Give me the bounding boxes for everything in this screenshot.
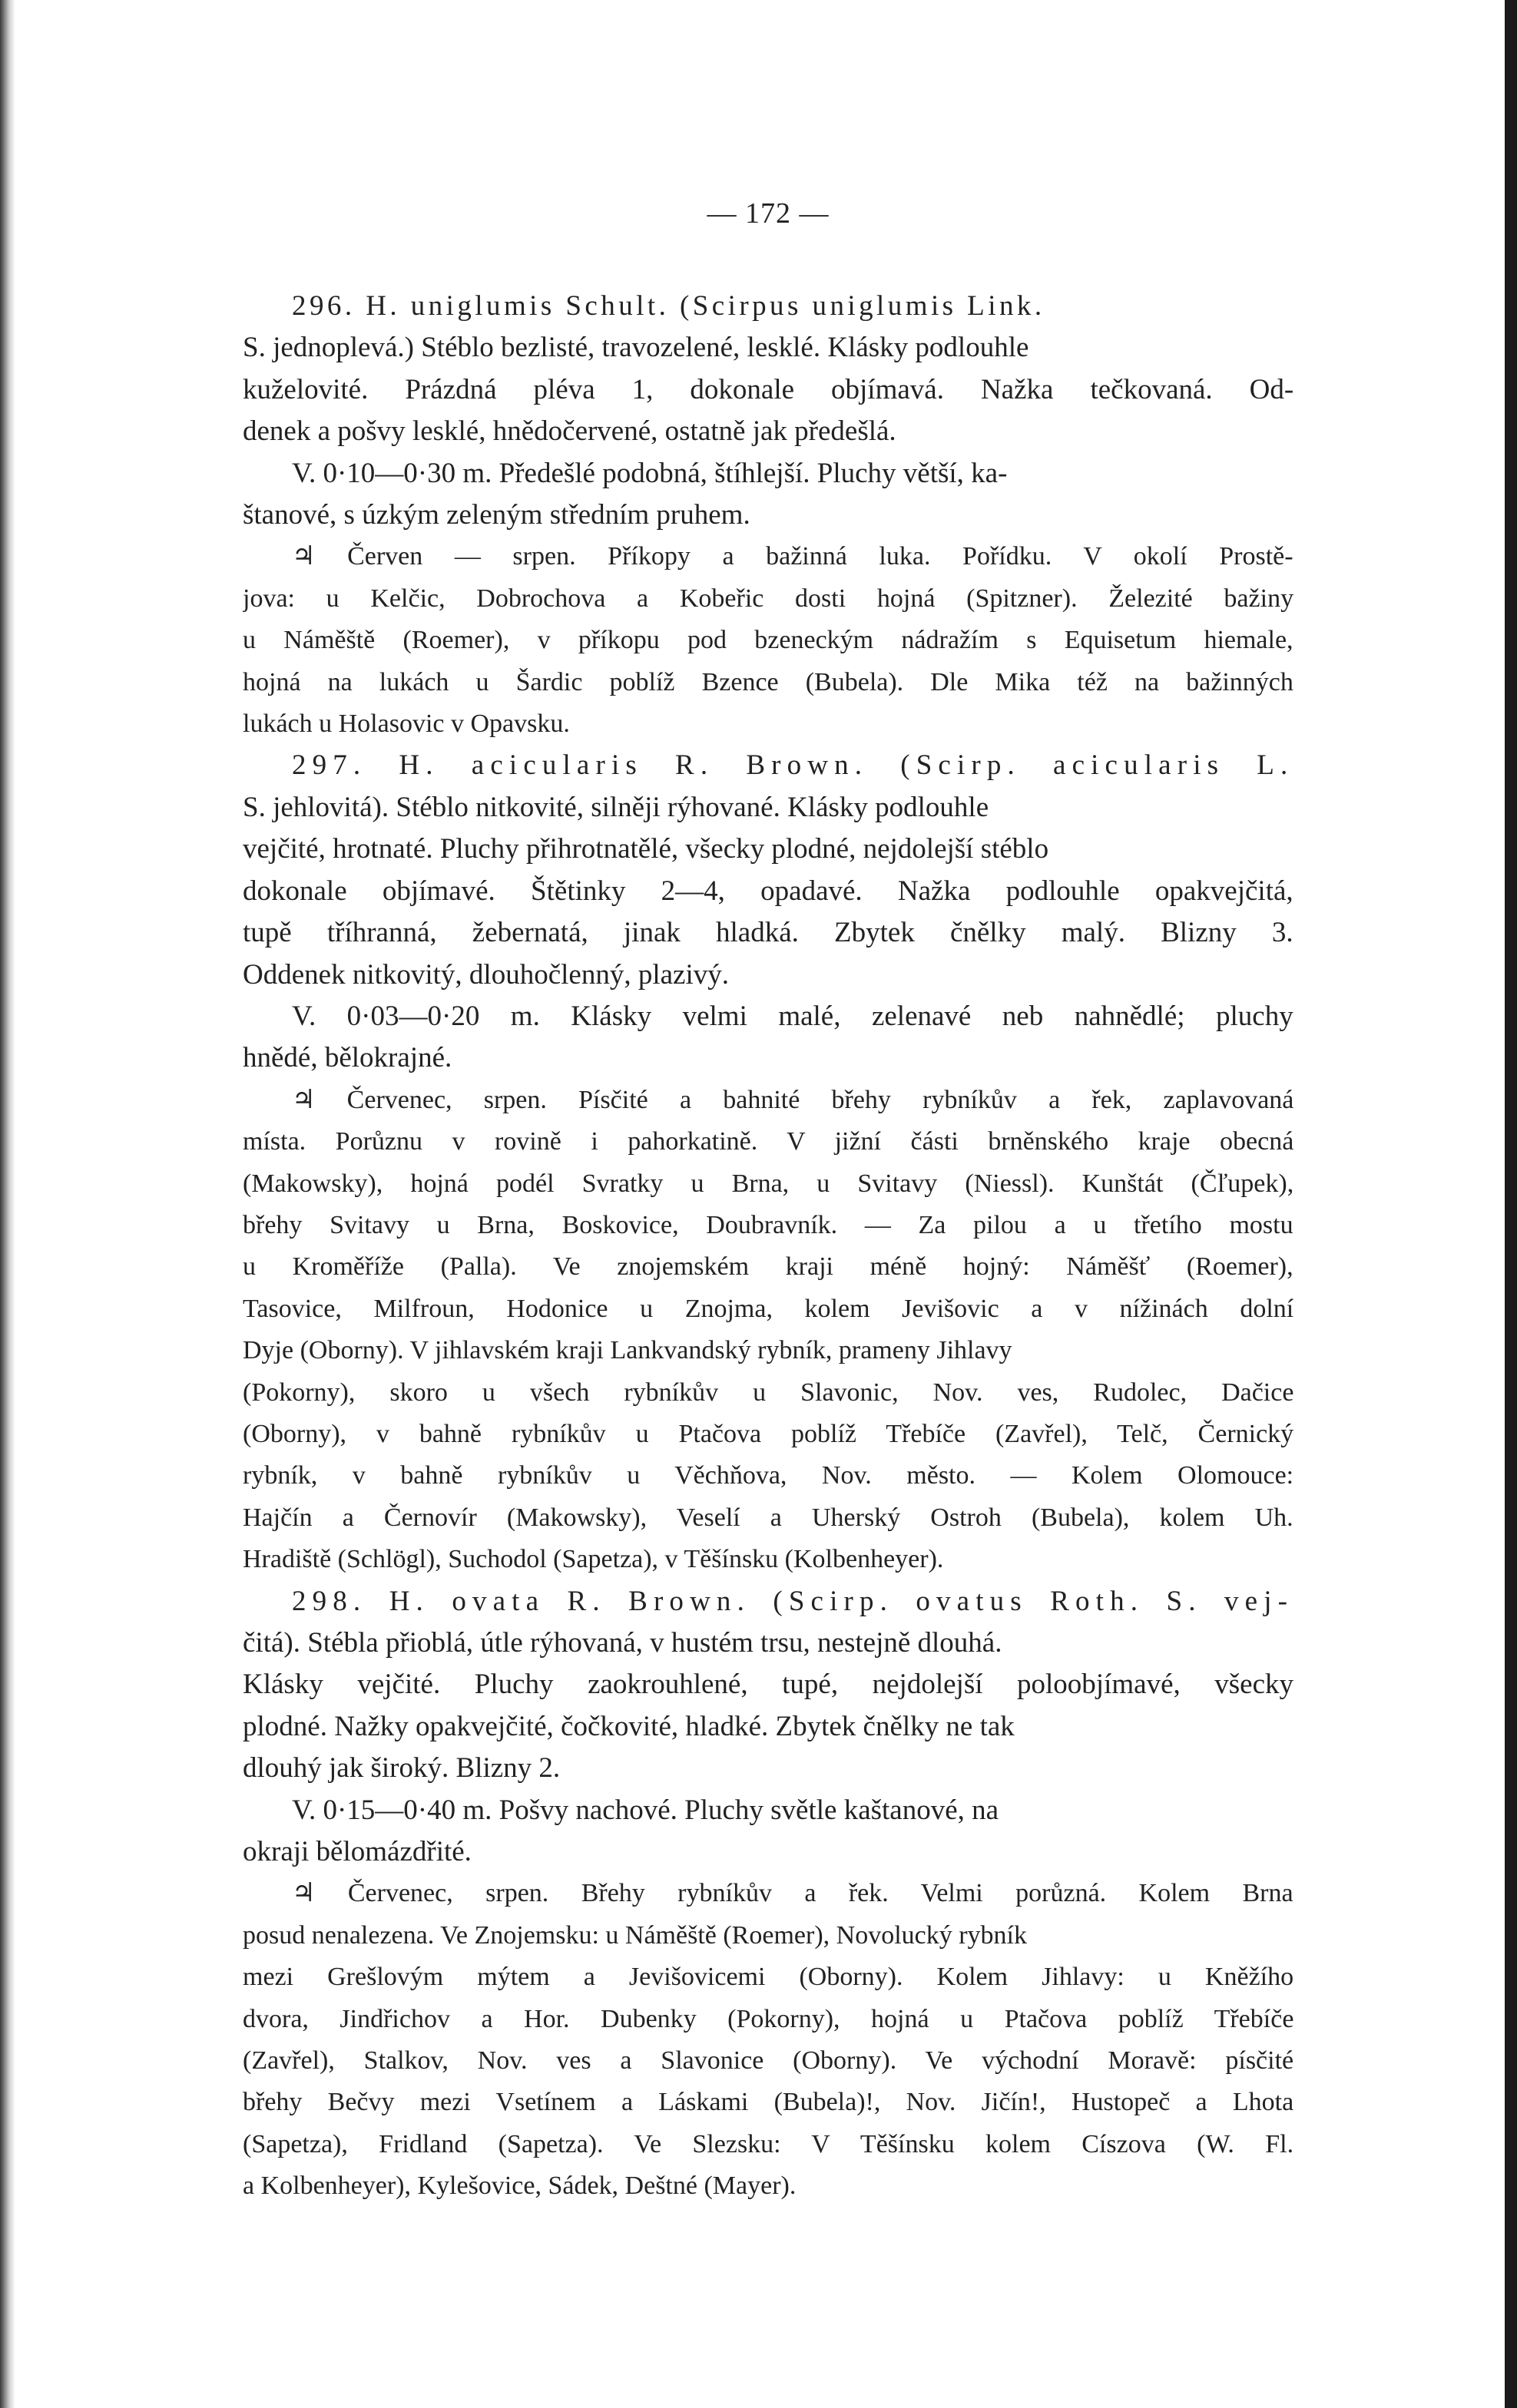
text-line: a Kolbenheyer), Kylešovice, Sádek, Deštné (Mayer).: [243, 2172, 797, 2201]
text-line: břehy Bečvy mezi Vsetínem a Láskami (Bubela)!, Nov. Jičín!, Hustopeč a Lhota: [243, 2088, 1293, 2117]
text-line: posud nenalezena. Ve Znojemsku: u Náměště (Roemer), Novolucký rybník: [243, 1920, 1027, 1950]
text-line: Dyje (Oborny). V jihlavském kraji Lankvandský rybník, prameny Jihlavy: [243, 1336, 1012, 1365]
text-line: u Kroměříže (Palla). Ve znojemském kraji méně hojný: Náměšť (Roemer),: [243, 1252, 1293, 1282]
text-line: hojná na lukách u Šardic poblíž Bzence (Bubela). Dle Mika též na bažinných: [243, 667, 1293, 696]
text-line: Tasovice, Milfroun, Hodonice u Znojma, kolem Jevišovic a v nížinách dolní: [243, 1294, 1293, 1323]
text-line: ♃ Červenec, srpen. Písčité a bahnité břehy rybníkův a řek, zaplavovaná: [292, 1085, 1293, 1114]
text-line: jova: u Kelčic, Dobrochova a Kobeřic dosti hojná (Spitzner). Železité bažiny: [243, 584, 1293, 613]
text-line: dlouhý jak široký. Blizny 2.: [243, 1752, 561, 1784]
text-line: Hradiště (Schlögl), Suchodol (Sapetza), v Těšínsku (Kolbenheyer).: [243, 1545, 944, 1574]
text-line: (Pokorny), skoro u všech rybníkův u Slavonic, Nov. ves, Rudolec, Dačice: [243, 1378, 1293, 1407]
text-line: Klásky vejčité. Pluchy zaokrouhlené, tupé, nejdolejší poloobjímavé, všecky: [243, 1669, 1293, 1701]
text-line: čitá). Stébla přioblá, útle rýhovaná, v hustém trsu, nestejně dlouhá.: [243, 1627, 1002, 1659]
scan-edge-left: [0, 0, 15, 2408]
text-line: V. 0·10—0·30 m. Předešlé podobná, štíhlejší. Pluchy větší, ka-: [292, 457, 1008, 489]
text-line: dvora, Jindřichov a Hor. Dubenky (Pokorny), hojná u Ptačova poblíž Třebíče: [243, 2004, 1293, 2033]
text-line: 296. H. uniglumis Schult. (Scirpus uniglumis Link.: [292, 290, 1045, 322]
text-line: mezi Grešlovým mýtem a Jevišovicemi (Oborny). Kolem Jihlavy: u Kněžího: [243, 1963, 1293, 1992]
page-number: — 172 —: [707, 197, 830, 230]
text-line: S. jehlovitá). Stéblo nitkovité, silněji rýhované. Klásky podlouhle: [243, 791, 989, 823]
text-line: okraji bělomázdřité.: [243, 1836, 472, 1868]
text-line: štanové, s úzkým zeleným středním pruhem.: [243, 499, 750, 531]
text-line: V. 0·15—0·40 m. Pošvy nachové. Pluchy světle kaštanové, na: [292, 1794, 999, 1826]
text-line: (Zavřel), Stalkov, Nov. ves a Slavonice (Oborny). Ve východní Moravě: písčité: [243, 2046, 1293, 2076]
text-line: denek a pošvy lesklé, hnědočervené, ostatně jak předešlá.: [243, 415, 896, 448]
text-line: dokonale objímavé. Štětinky 2—4, opadavé. Nažka podlouhle opakvejčitá,: [243, 875, 1293, 907]
text-line: lukách u Holasovic v Opavsku.: [243, 710, 570, 739]
text-line: tupě tříhranná, žebernatá, jinak hladká. Zbytek čnělky malý. Blizny 3.: [243, 917, 1293, 949]
text-line: (Makowsky), hojná podél Svratky u Brna, u Svitavy (Niessl). Kunštát (Čľupek),: [243, 1169, 1293, 1198]
text-line: plodné. Nažky opakvejčité, čočkovité, hladké. Zbytek čnělky ne tak: [243, 1710, 1015, 1742]
text-line: Oddenek nitkovitý, dlouhočlenný, plazivý.: [243, 958, 729, 991]
text-line: (Oborny), v bahně rybníkův u Ptačova poblíž Třebíče (Zavřel), Telč, Černický: [243, 1419, 1293, 1448]
text-line: vejčité, hrotnaté. Pluchy přihrotnatělé, všecky plodné, nejdolejší stéblo: [243, 833, 1049, 865]
text-line: (Sapetza), Fridland (Sapetza). Ve Slezsku: V Těšínsku kolem Císzova (W. Fl.: [243, 2129, 1293, 2158]
text-line: 298. H. ovata R. Brown. (Scirp. ovatus Roth. S. vej-: [292, 1585, 1293, 1617]
text-line: ♃ Červenec, srpen. Břehy rybníkův a řek. Velmi porůzná. Kolem Brna: [292, 1879, 1293, 1908]
text-line: 297. H. acicularis R. Brown. (Scirp. acicularis L.: [292, 749, 1293, 782]
text-line: u Náměště (Roemer), v příkopu pod bzeneckým nádražím s Equisetum hiemale,: [243, 626, 1293, 655]
text-line: ♃ Červen — srpen. Příkopy a bažinná luka. Pořídku. V okolí Prostě-: [292, 542, 1293, 571]
text-line: hnědé, bělokrajné.: [243, 1042, 452, 1074]
text-line: břehy Svitavy u Brna, Boskovice, Doubravník. — Za pilou a u třetího mostu: [243, 1210, 1293, 1239]
text-line: Hajčín a Černovír (Makowsky), Veselí a Uherský Ostroh (Bubela), kolem Uh.: [243, 1503, 1293, 1532]
book-page: [243, 192, 1293, 2208]
text-line: V. 0·03—0·20 m. Klásky velmi malé, zelenavé neb nahnědlé; pluchy: [292, 1000, 1293, 1032]
text-line: místa. Porůznu v rovině i pahorkatině. V jižní části brněnského kraje obecná: [243, 1127, 1293, 1156]
text-line: rybník, v bahně rybníkův u Věchňova, Nov. město. — Kolem Olomouce:: [243, 1461, 1293, 1490]
scan-edge-right: [1505, 0, 1517, 2408]
text-line: kuželovité. Prázdná pléva 1, dokonale objímavá. Nažka tečkovaná. Od-: [243, 373, 1293, 405]
text-line: S. jednoplevá.) Stéblo bezlisté, travozelené, lesklé. Klásky podlouhle: [243, 332, 1029, 364]
